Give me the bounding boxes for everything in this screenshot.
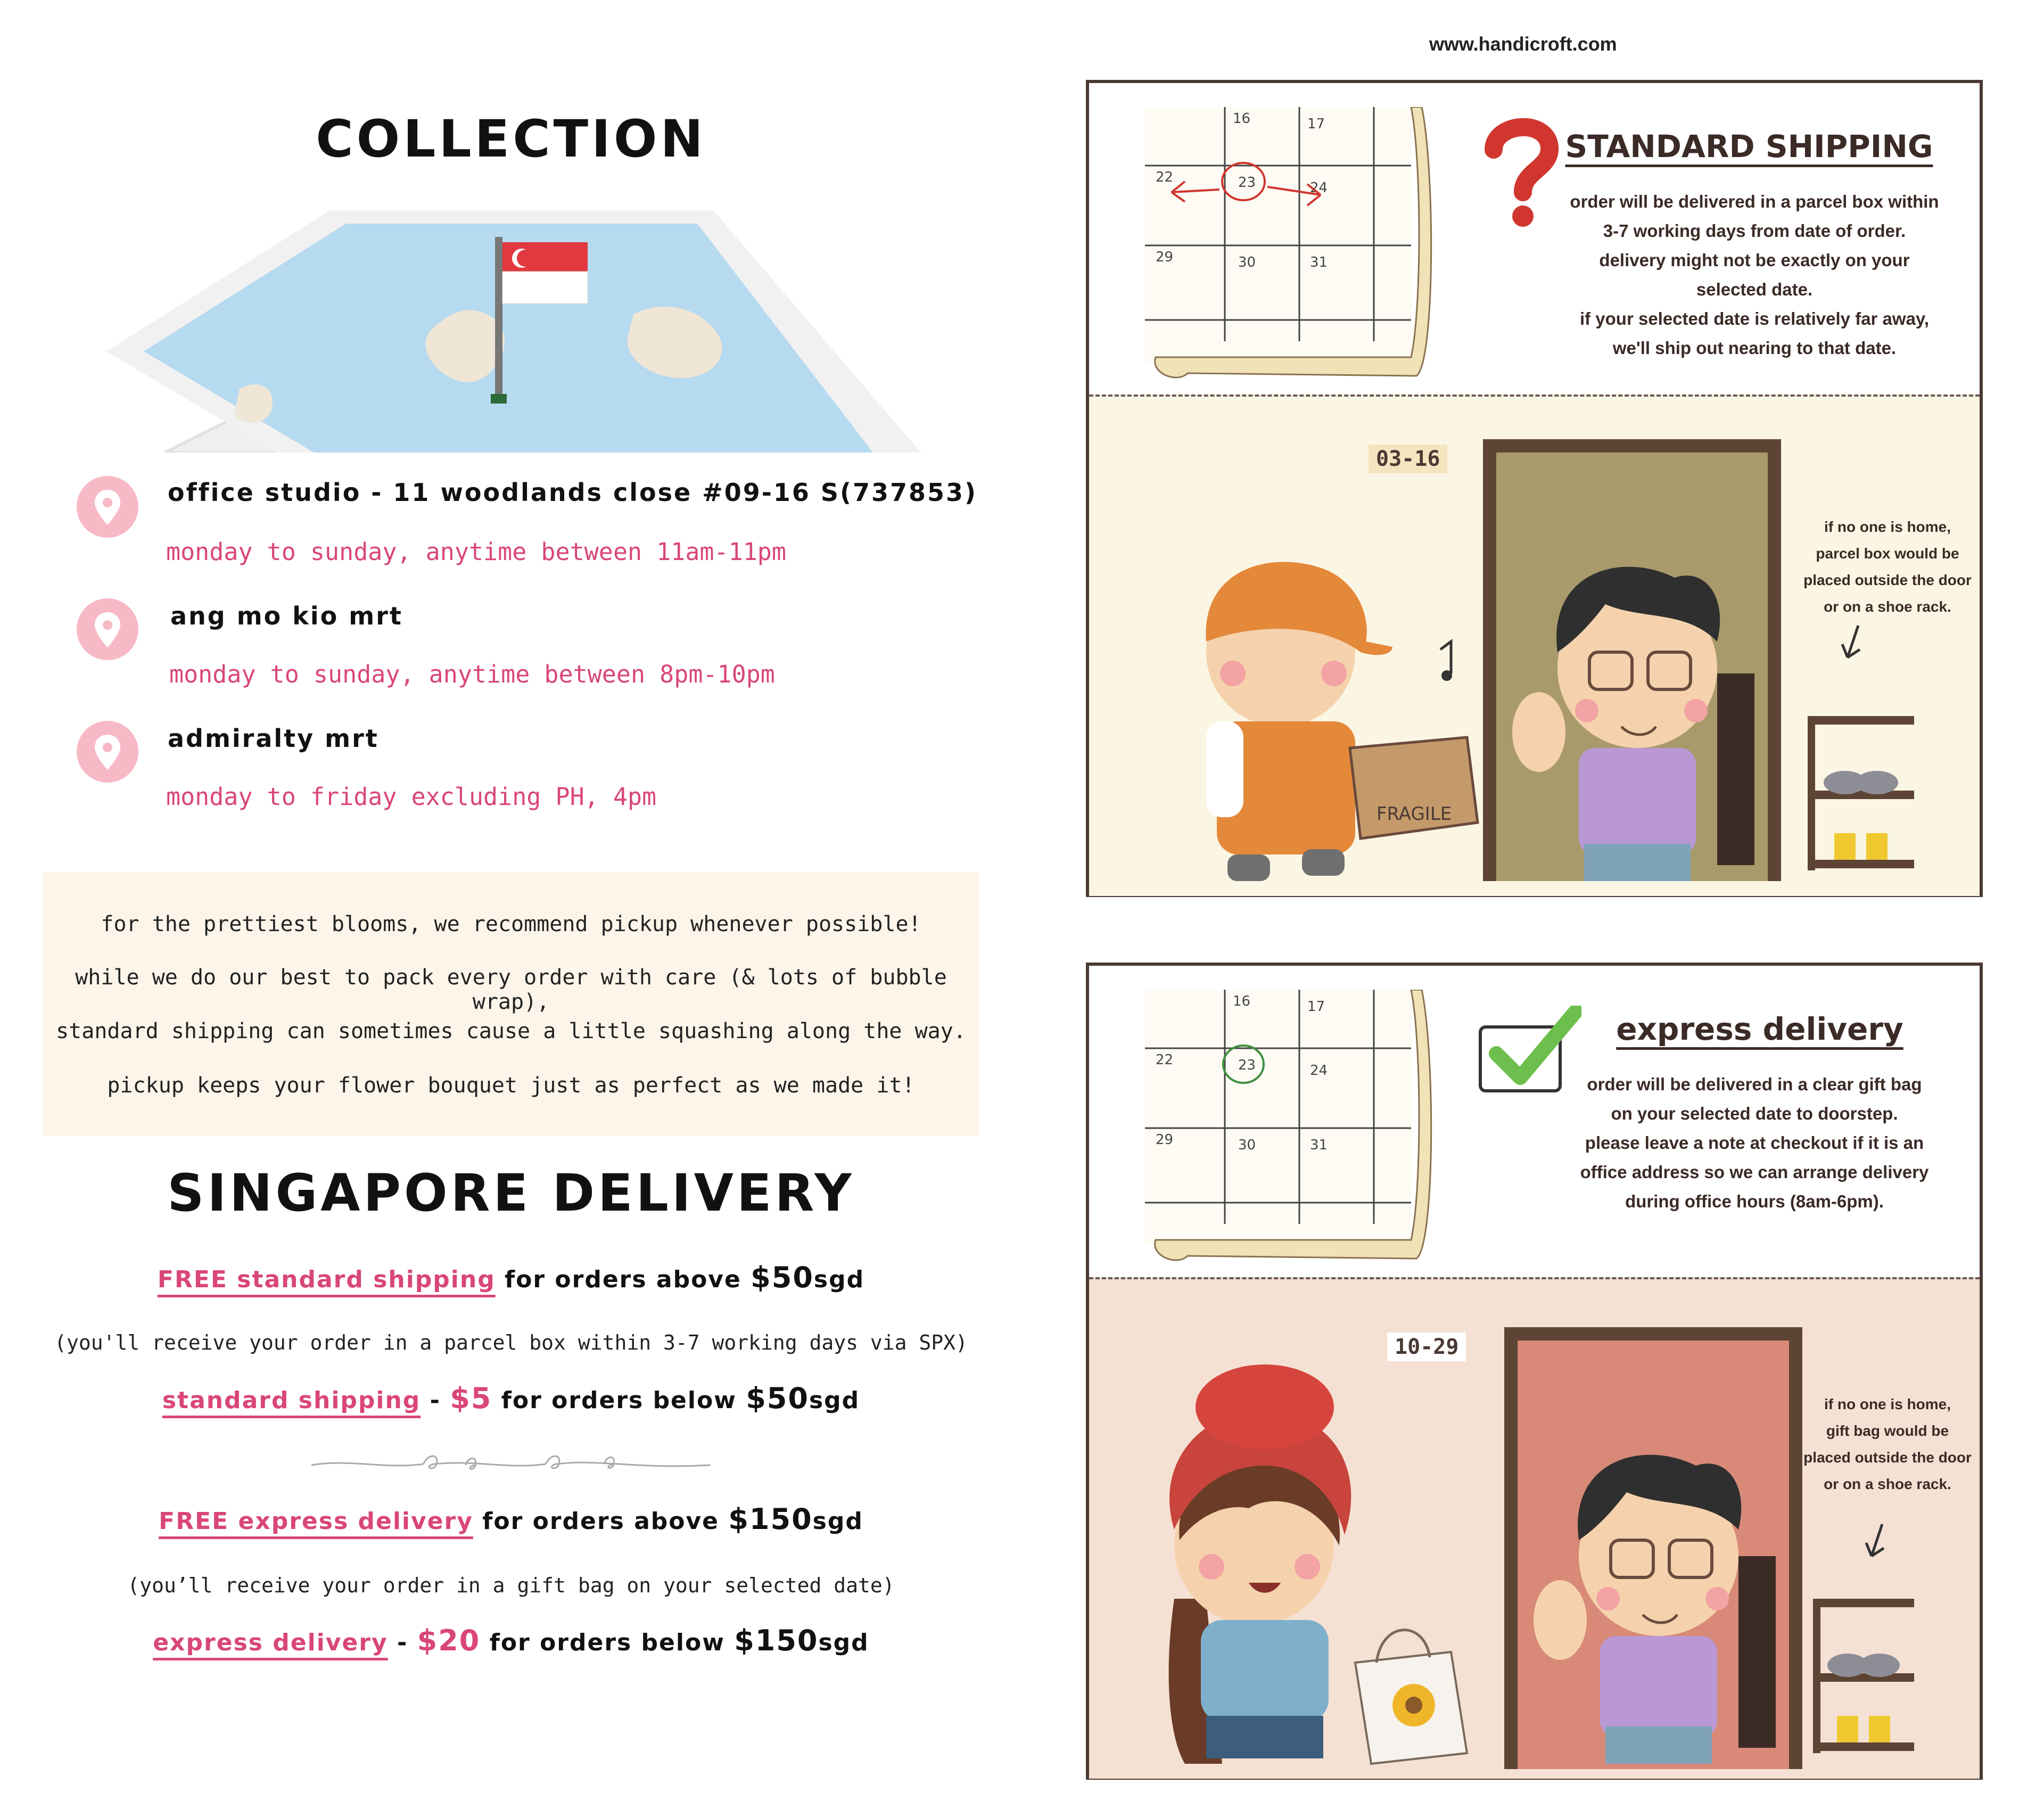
calendar-day: 22 bbox=[1156, 1052, 1174, 1068]
description-line: delivery might not be exactly on your bbox=[1599, 250, 1910, 270]
standard-scene bbox=[1089, 394, 1980, 896]
standard-shipping-line bbox=[32, 1382, 990, 1415]
note-line: while we do our best to pack every order with care (& lots of bubble wrap), bbox=[75, 965, 947, 1014]
description-line: we'll ship out nearing to that date. bbox=[1612, 338, 1897, 358]
free-standard-shipping-link[interactable]: FREE standard shipping bbox=[157, 1266, 496, 1293]
side-note-line: or on a shoe rack. bbox=[1824, 1476, 1951, 1492]
calendar-day: 24 bbox=[1310, 180, 1328, 196]
description-line: order will be delivered in a clear gift bag bbox=[1587, 1074, 1922, 1094]
calendar-day: 16 bbox=[1233, 111, 1251, 127]
decorative-divider bbox=[306, 1448, 716, 1480]
gift-bag-delivery-illustration bbox=[1142, 1301, 1914, 1769]
express-delivery-line bbox=[32, 1624, 990, 1657]
free-standard-line bbox=[32, 1261, 990, 1294]
singapore-map-illustration bbox=[101, 208, 921, 453]
calendar-day: 17 bbox=[1307, 116, 1325, 132]
express-delivery-price: $20 bbox=[417, 1624, 481, 1657]
side-note-line: if no one is home, bbox=[1824, 1396, 1951, 1412]
condition-text: for orders below bbox=[489, 1629, 725, 1656]
express-scene bbox=[1089, 1277, 1980, 1779]
panel-description bbox=[1557, 187, 1951, 363]
calendar-day: 29 bbox=[1156, 1132, 1174, 1148]
side-note-line: placed outside the door bbox=[1803, 1449, 1972, 1466]
calendar-illustration bbox=[1145, 107, 1443, 405]
standard-shipping-panel bbox=[1086, 80, 1983, 897]
location-item bbox=[75, 591, 979, 697]
free-express-delivery-link[interactable]: FREE express delivery bbox=[159, 1508, 473, 1535]
location-name: office studio - 11 woodlands close #09-16 S(737853) bbox=[168, 478, 978, 507]
map-graphic bbox=[101, 208, 921, 453]
description-line: during office hours (8am-6pm). bbox=[1625, 1191, 1884, 1211]
dash: - bbox=[397, 1629, 408, 1656]
calendar-day: 30 bbox=[1238, 1137, 1256, 1153]
currency-unit: sgd bbox=[813, 1266, 865, 1293]
calendar-day: 22 bbox=[1156, 169, 1174, 185]
express-delivery-panel bbox=[1086, 963, 1983, 1780]
location-pin-icon bbox=[76, 720, 139, 784]
panel-description bbox=[1557, 1070, 1951, 1216]
threshold-amount: $50 bbox=[751, 1261, 814, 1294]
calendar-day: 16 bbox=[1233, 993, 1251, 1009]
description-line: if your selected date is relatively far away, bbox=[1579, 309, 1930, 328]
location-list bbox=[75, 468, 979, 811]
site-url[interactable]: www.handicroft.com bbox=[1429, 33, 1617, 55]
door-date-tag: 10-29 bbox=[1387, 1333, 1466, 1361]
description-line: office address so we can arrange delivery bbox=[1580, 1162, 1929, 1182]
question-mark-icon bbox=[1478, 112, 1563, 229]
standard-shipping-detail: (you'll receive your order in a parcel box within 3-7 working days via SPX) bbox=[54, 1331, 968, 1354]
location-hours: monday to sunday, anytime between 11am-11pm bbox=[166, 538, 786, 566]
courier-delivery-illustration bbox=[1142, 418, 1914, 886]
collection-title: COLLECTION bbox=[316, 109, 706, 169]
location-item bbox=[75, 468, 979, 575]
side-note bbox=[1802, 514, 1973, 620]
note-line: pickup keeps your flower bouquet just as perfect as we made it! bbox=[107, 1073, 915, 1098]
location-hours: monday to friday excluding PH, 4pm bbox=[166, 783, 657, 811]
description-line: please leave a note at checkout if it is an bbox=[1585, 1133, 1924, 1153]
location-name: ang mo kio mrt bbox=[170, 602, 403, 630]
side-note-line: parcel box would be bbox=[1816, 545, 1959, 562]
delivery-title: SINGAPORE DELIVERY bbox=[167, 1163, 855, 1223]
calendar-day: 29 bbox=[1156, 249, 1174, 265]
threshold-amount: $50 bbox=[746, 1382, 809, 1415]
express-delivery-detail: (you’ll receive your order in a gift bag on your selected date) bbox=[127, 1574, 895, 1597]
currency-unit: sgd bbox=[812, 1508, 863, 1535]
currency-unit: sgd bbox=[809, 1387, 860, 1414]
calendar-day: 31 bbox=[1310, 254, 1328, 270]
door-date-tag: 03-16 bbox=[1369, 445, 1447, 473]
side-note-line: or on a shoe rack. bbox=[1824, 598, 1951, 615]
condition-text: for orders below bbox=[501, 1387, 737, 1414]
standard-shipping-price: $5 bbox=[450, 1382, 492, 1415]
note-line: standard shipping can sometimes cause a little squashing along the way. bbox=[56, 1019, 966, 1043]
side-note-line: gift bag would be bbox=[1826, 1423, 1949, 1439]
side-note bbox=[1802, 1391, 1973, 1498]
note-line: for the prettiest blooms, we recommend pickup whenever possible! bbox=[101, 912, 921, 936]
calendar-day: 23 bbox=[1238, 1057, 1256, 1073]
calendar-day: 24 bbox=[1310, 1063, 1328, 1079]
standard-shipping-link[interactable]: standard shipping bbox=[162, 1387, 421, 1414]
express-delivery-link[interactable]: express delivery bbox=[153, 1629, 388, 1656]
description-line: 3-7 working days from date of order. bbox=[1603, 221, 1906, 241]
calendar-day: 30 bbox=[1238, 254, 1256, 270]
condition-text: for orders above bbox=[505, 1266, 741, 1293]
dash: - bbox=[430, 1387, 441, 1414]
side-note-line: if no one is home, bbox=[1824, 519, 1951, 535]
description-line: on your selected date to doorstep. bbox=[1611, 1104, 1898, 1123]
box-label: FRAGILE bbox=[1377, 803, 1452, 825]
condition-text: for orders above bbox=[482, 1508, 720, 1535]
calendar-day: 23 bbox=[1238, 175, 1256, 191]
calendar-day: 17 bbox=[1307, 999, 1325, 1015]
delivery-options bbox=[32, 1256, 990, 1682]
threshold-amount: $150 bbox=[734, 1624, 819, 1657]
currency-unit: sgd bbox=[818, 1629, 869, 1656]
panel-title: express delivery bbox=[1616, 1011, 1903, 1047]
location-pin-icon bbox=[76, 597, 139, 661]
free-express-line bbox=[32, 1502, 990, 1536]
threshold-amount: $150 bbox=[728, 1502, 813, 1536]
location-name: admiralty mrt bbox=[168, 724, 379, 753]
pickup-recommendation-note bbox=[43, 872, 979, 1136]
description-line: selected date. bbox=[1696, 279, 1813, 299]
description-line: order will be delivered in a parcel box within bbox=[1570, 192, 1939, 211]
location-item bbox=[75, 713, 979, 820]
calendar-illustration bbox=[1145, 990, 1443, 1288]
panel-title: STANDARD SHIPPING bbox=[1565, 128, 1933, 165]
location-pin-icon bbox=[76, 475, 139, 539]
location-hours: monday to sunday, anytime between 8pm-10pm bbox=[169, 660, 775, 688]
side-note-line: placed outside the door bbox=[1803, 572, 1972, 588]
calendar-day: 31 bbox=[1310, 1137, 1328, 1153]
